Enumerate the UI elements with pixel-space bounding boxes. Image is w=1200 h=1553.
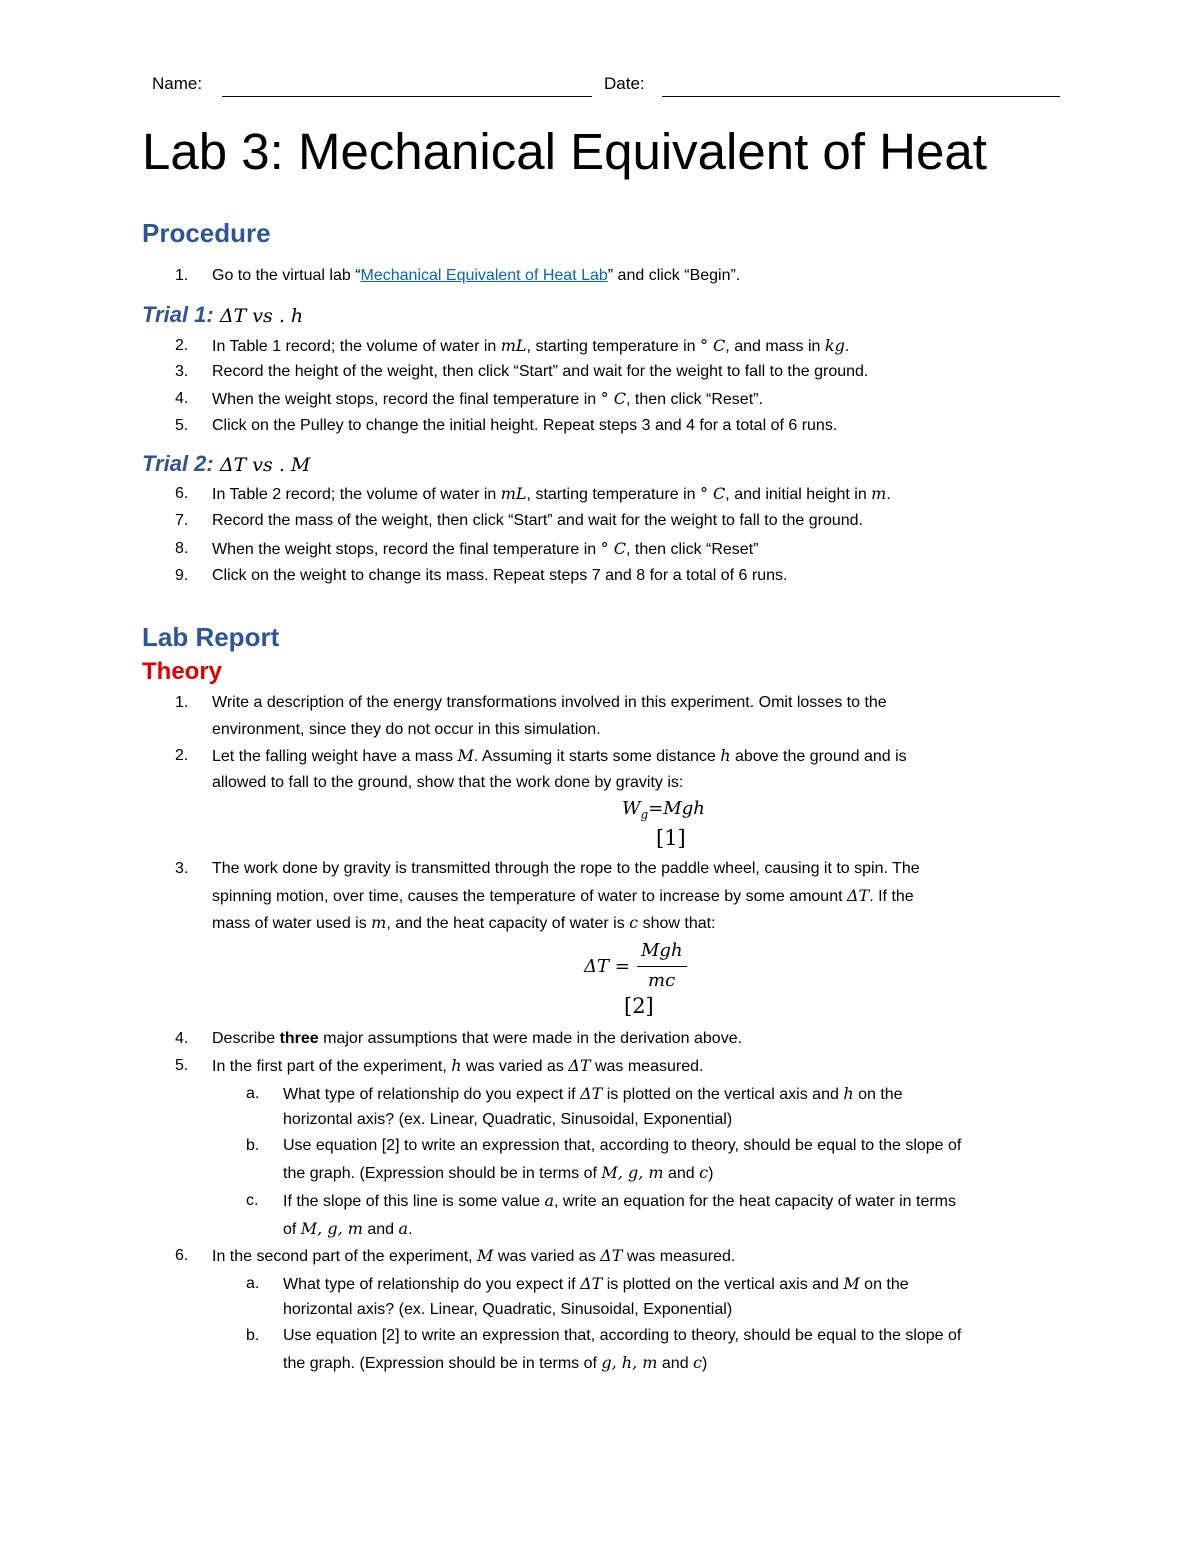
page-title: Lab 3: Mechanical Equivalent of Heat [142,123,987,180]
date-field[interactable] [662,96,1060,97]
date-label: Date: [604,74,645,93]
virtual-lab-link[interactable]: Mechanical Equivalent of Heat Lab [360,267,608,284]
lab-report-heading: Lab Report [142,622,280,652]
header-row [152,74,1062,100]
equation-2-number: [2] [624,994,654,1018]
theory-heading: Theory [142,658,223,685]
name-field[interactable] [222,96,592,97]
equation-1: $W_g=Mgh$ [622,798,705,822]
procedure-heading: Procedure [142,218,271,248]
document-page: Name: Date: Lab 3: Mechanical Equivalent of Heat Procedure 1. Go to the virtual lab “Mechanical Equivalent of Heat Lab” and click “Begin”. Trial 1: ΔT vs . h 2. In Table 1 record; the volume of water in mL, starting temperature in ° C, and mass in kg. 3. Record the height of the weight, then click “Start” and wait for the weight to fall to the ground. 4. When the weight stops, record the final temperature in ° C, then click “Reset”. 5. Click on the Pulley to change the initial height. Repeat steps 3 and 4 for a total of 6 runs. Trial 2: ΔT vs . M 6. In Table 2 record; the volume of water in mL, starting temperature in ° C, and initial height in m. 7. Record the mass of the weight, then click “Start” and wait for the weight to fall to the ground. 8. When the weight stops, record the final temperature in ° C, then click “Reset” 9. Click on the weight to change its mass. Repeat steps 7 and 8 for a total of 6 runs. Lab Report Theory 1. Write a description of the energy transformations involved in this experiment. Omit losses to the environment, since they do not occur in this simulation. 2. Let the falling weight have a mass M. Assuming it starts some distance h above the ground and is allowed to fall to the ground, show that the work done by gravity is: $W_g=Mgh$ [1] 3. The work done by gravity is transmitted through the rope to the paddle wheel, causing it to spin. The spinning motion, over time, causes the temperature of water to increase by some amount ΔT. If the mass of water used is m, and the heat capacity of water is c show that: ΔT = Mgh mc [2] 4. Describe three major assumptions that were made in the derivation above. 5. In the first part of the experiment, h was varied as ΔT was measured. a. What type of relationship do you expect if ΔT is plotted on the vertical axis and h on the horizontal axis? (ex. Linear, Quadratic, Sinusoidal, Exponential) b. Use equation [2] to write an expression that, according to theory, should be equal to the slope of the graph. (Expression should be in terms of M, g, m and c) c. If the slope of this line is some value a, write an equation for the heat capacity of water in terms of M, g, m and a. 6. In the second part of the experiment, M was varied as ΔT was measured. a. What type of relationship do you expect if ΔT is plotted on the vertical axis and M on the horizontal axis? (ex. Linear, Quadratic, Sinusoidal, Exponential) b. Use equation [2] to write an expression that, according to theory, should be equal to the slope of the graph. (Expression should be in terms of g, h, m and c) [0,0,1200,1553]
trial-2-heading: Trial 2: ΔT vs . M [142,451,311,476]
trial-1-heading: Trial 1: ΔT vs . h [142,302,304,327]
equation-1-number: [1] [656,826,686,850]
name-label: Name: [152,74,203,93]
